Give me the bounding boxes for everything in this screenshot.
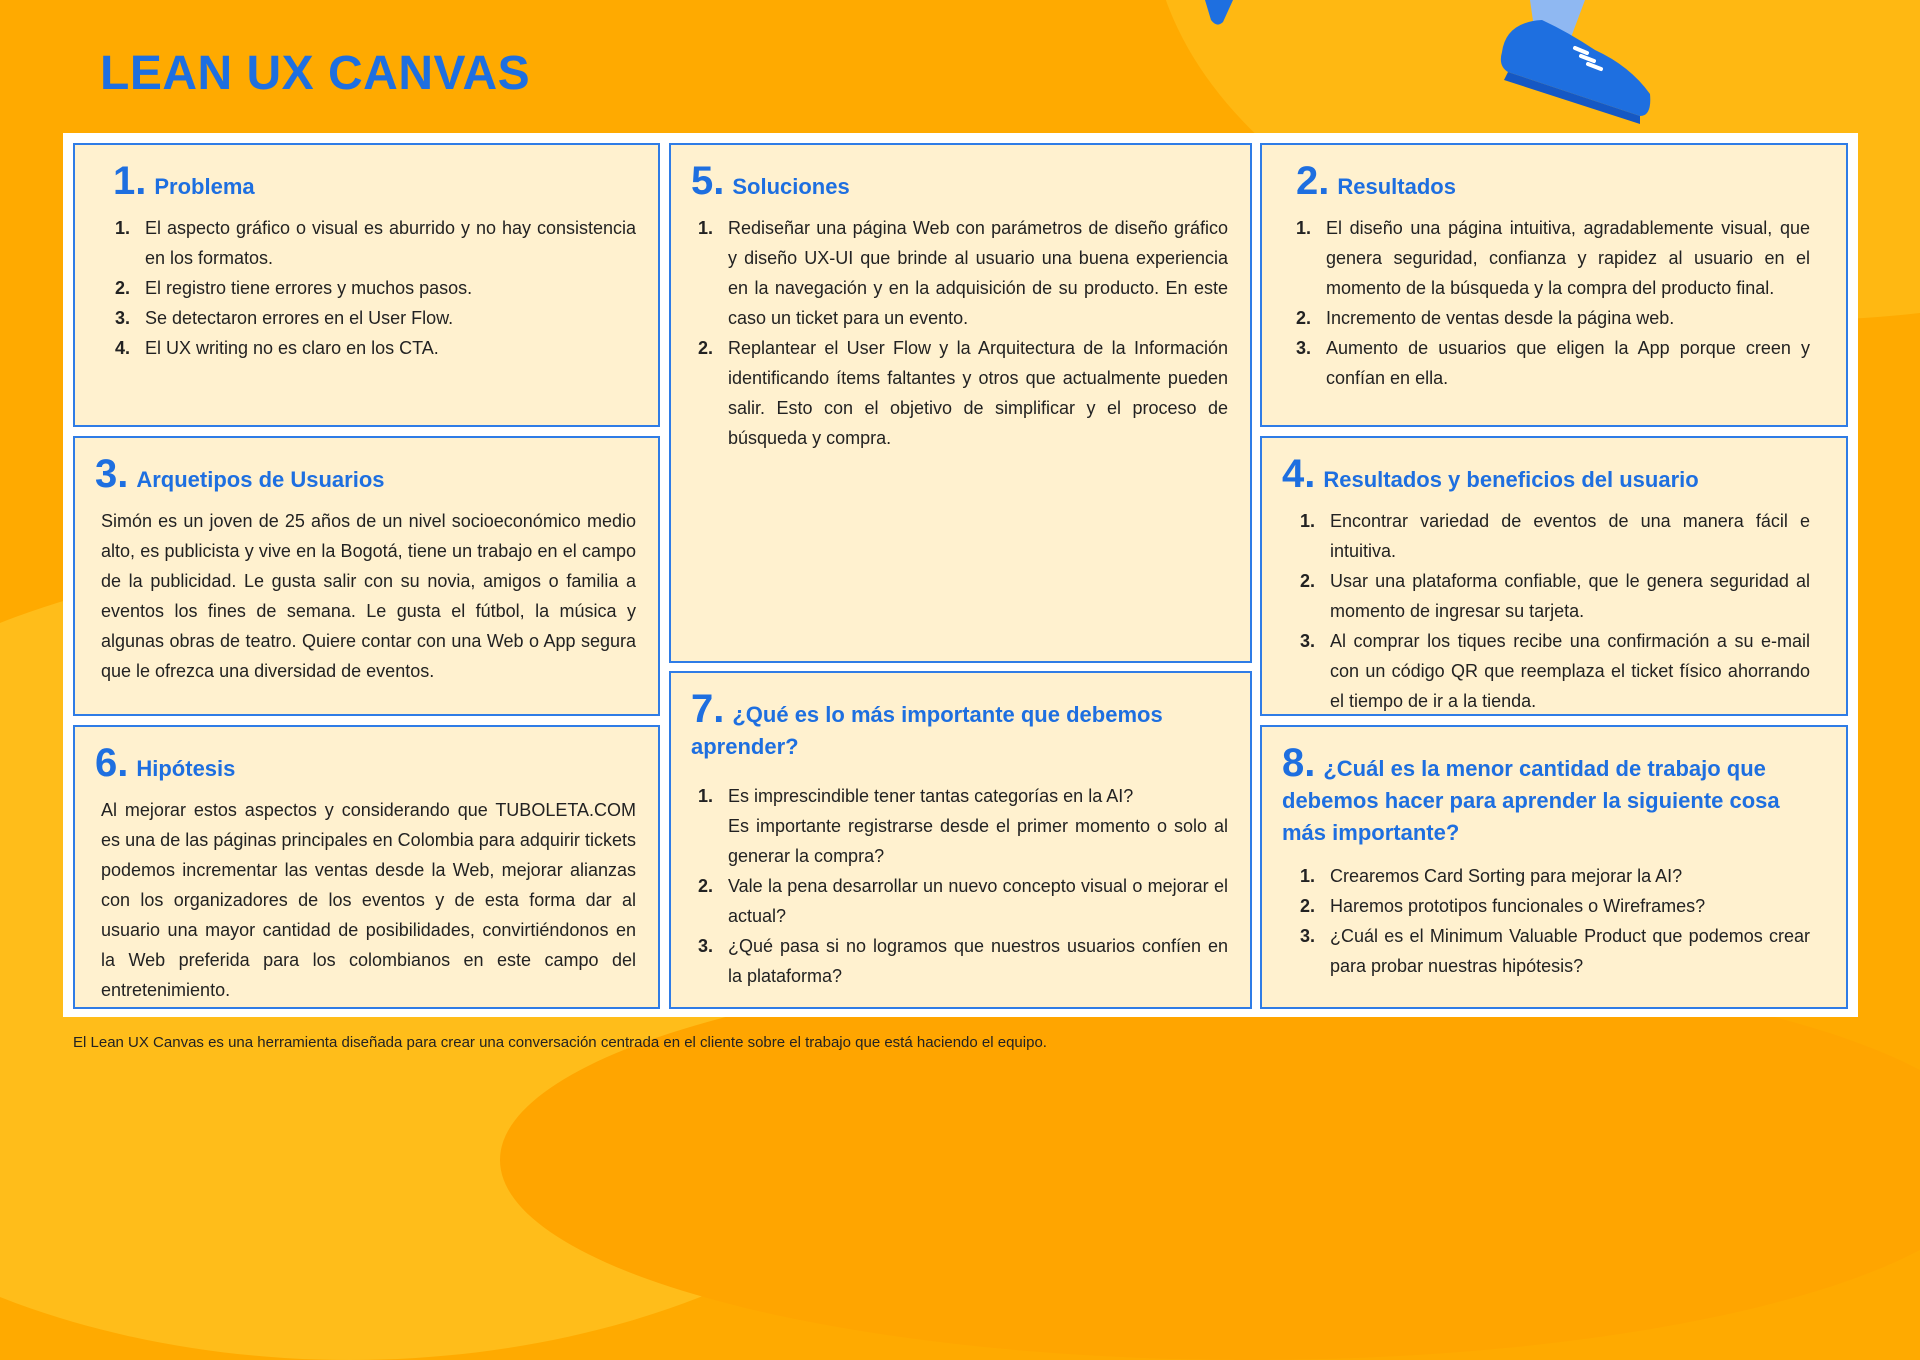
problema-list	[113, 213, 636, 363]
section-title: Arquetipos de Usuarios	[136, 467, 385, 492]
list-item: 2. Usar una plataforma confiable, que le genera seguridad al momento de ingresar su tarjeta.	[1300, 571, 1810, 621]
list-item: 4. El UX writing no es claro en los CTA.	[115, 338, 439, 358]
section-title: Resultados	[1337, 174, 1456, 199]
card-header	[95, 743, 636, 785]
card-beneficios	[1260, 436, 1848, 716]
list-item: 2. Haremos prototipos funcionales o Wireframes?	[1300, 896, 1706, 916]
list-item: 1. Es imprescindible tener tantas categorías en la AI?	[698, 786, 1134, 806]
card-menor-trabajo	[1260, 725, 1848, 1009]
section-title: ¿Qué es lo más importante que debemos aprender?	[691, 702, 1163, 759]
list-item: Es importante registrarse desde el primer momento o solo al generar la compra?	[728, 816, 1228, 866]
beneficios-list	[1282, 506, 1810, 716]
card-header	[691, 689, 1228, 763]
resultados-list	[1296, 213, 1810, 393]
list-item: 2. Vale la pena desarrollar un nuevo concepto visual o mejorar el actual?	[698, 876, 1228, 926]
hipotesis-text: Al mejorar estos aspectos y considerando que TUBOLETA.COM es una de las páginas principales en Colombia para adquirir tickets podemos incrementar las ventas desde la Web, mejorar alianzas con los organizadores de los eventos y de esta forma dar al usuario una mayor cantidad de posibilidades, convirtiéndonos en la Web preferida para los colombianos en este campo del entretenimiento.	[101, 800, 636, 1000]
arquetipos-text: Simón es un joven de 25 años de un nivel socioeconómico medio alto, es publicista y vive en la Bogotá, tiene un trabajo en el campo de la publicidad. Le gusta salir con su novia, amigos o familia a eventos los fines de semana. Le gusta el fútbol, la música y algunas obras de teatro. Quiere contar con una Web o App segura que le ofrezca una diversidad de eventos.	[101, 511, 636, 681]
list-item: 3. Aumento de usuarios que eligen la App porque creen y confían en ella.	[1296, 338, 1810, 388]
footer-note: El Lean UX Canvas es una herramienta diseñada para crear una conversación centrada en el cliente sobre el trabajo que está haciendo el equipo.	[73, 1034, 1047, 1051]
soluciones-list	[691, 213, 1228, 453]
list-item: 2. El registro tiene errores y muchos pasos.	[115, 278, 473, 298]
section-title: ¿Cuál es la menor cantidad de trabajo que debemos hacer para aprender la siguiente cosa más importante?	[1282, 756, 1780, 845]
list-item: 1. Rediseñar una página Web con parámetros de diseño gráfico y diseño UX-UI que brinde al usuario una buena experiencia en la navegación y en la adquisición de su producto. En este caso un ticket para un evento.	[698, 218, 1228, 328]
sneaker-illustration	[1490, 0, 1680, 130]
card-aprender	[669, 671, 1252, 1009]
card-header	[1296, 161, 1810, 203]
background-shape	[500, 960, 1920, 1360]
section-number: 6.	[95, 741, 129, 785]
list-item: 1. Crearemos Card Sorting para mejorar la AI?	[1300, 866, 1683, 886]
section-number: 7.	[691, 687, 725, 731]
list-item: 2. Incremento de ventas desde la página web.	[1296, 308, 1675, 328]
section-number: 5.	[691, 159, 725, 203]
section-number: 2.	[1296, 159, 1330, 203]
shoe-tip-illustration	[1195, 0, 1255, 30]
card-header	[113, 161, 636, 203]
list-item: 1. Encontrar variedad de eventos de una manera fácil e intuitiva.	[1300, 511, 1810, 561]
card-header	[1282, 743, 1810, 849]
page-title: LEAN UX CANVAS	[100, 47, 531, 100]
list-item: 1. El aspecto gráfico o visual es aburrido y no hay consistencia en los formatos.	[115, 218, 636, 268]
card-header	[95, 454, 636, 496]
section-title: Problema	[154, 174, 255, 199]
card-problema	[73, 143, 660, 427]
list-item: 2. Replantear el User Flow y la Arquitectura de la Información identificando ítems faltantes y otros que actualmente pueden salir. Esto con el objetivo de simplificar y el proceso de búsqueda y compra.	[698, 338, 1228, 448]
section-number: 3.	[95, 452, 129, 496]
card-header	[691, 161, 1228, 203]
list-item: 3. ¿Qué pasa si no logramos que nuestros usuarios confíen en la plataforma?	[698, 936, 1228, 986]
aprender-list	[691, 781, 1228, 991]
section-number: 8.	[1282, 741, 1316, 785]
card-resultados	[1260, 143, 1848, 427]
section-title: Hipótesis	[136, 756, 236, 781]
section-number: 1.	[113, 159, 147, 203]
list-item: 3. ¿Cuál es el Minimum Valuable Product que podemos crear para probar nuestras hipótesis?	[1300, 926, 1810, 976]
list-item: 1. El diseño una página intuitiva, agradablemente visual, que genera seguridad, confianza y rapidez al usuario en el momento de la búsqueda y la compra del producto final.	[1296, 218, 1810, 298]
section-number: 4.	[1282, 452, 1316, 496]
section-title: Resultados y beneficios del usuario	[1323, 467, 1699, 492]
section-title: Soluciones	[732, 174, 850, 199]
menor-trabajo-list	[1282, 861, 1810, 981]
card-soluciones	[669, 143, 1252, 663]
card-hipotesis	[73, 725, 660, 1009]
list-item: 3. Se detectaron errores en el User Flow.	[115, 308, 454, 328]
list-item: 3. Al comprar los tiques recibe una confirmación a su e-mail con un código QR que reemplaza el ticket físico ahorrando el tiempo de ir a la tienda.	[1300, 631, 1810, 711]
card-arquetipos	[73, 436, 660, 716]
card-header	[1282, 454, 1810, 496]
canvas-board	[63, 133, 1858, 1017]
